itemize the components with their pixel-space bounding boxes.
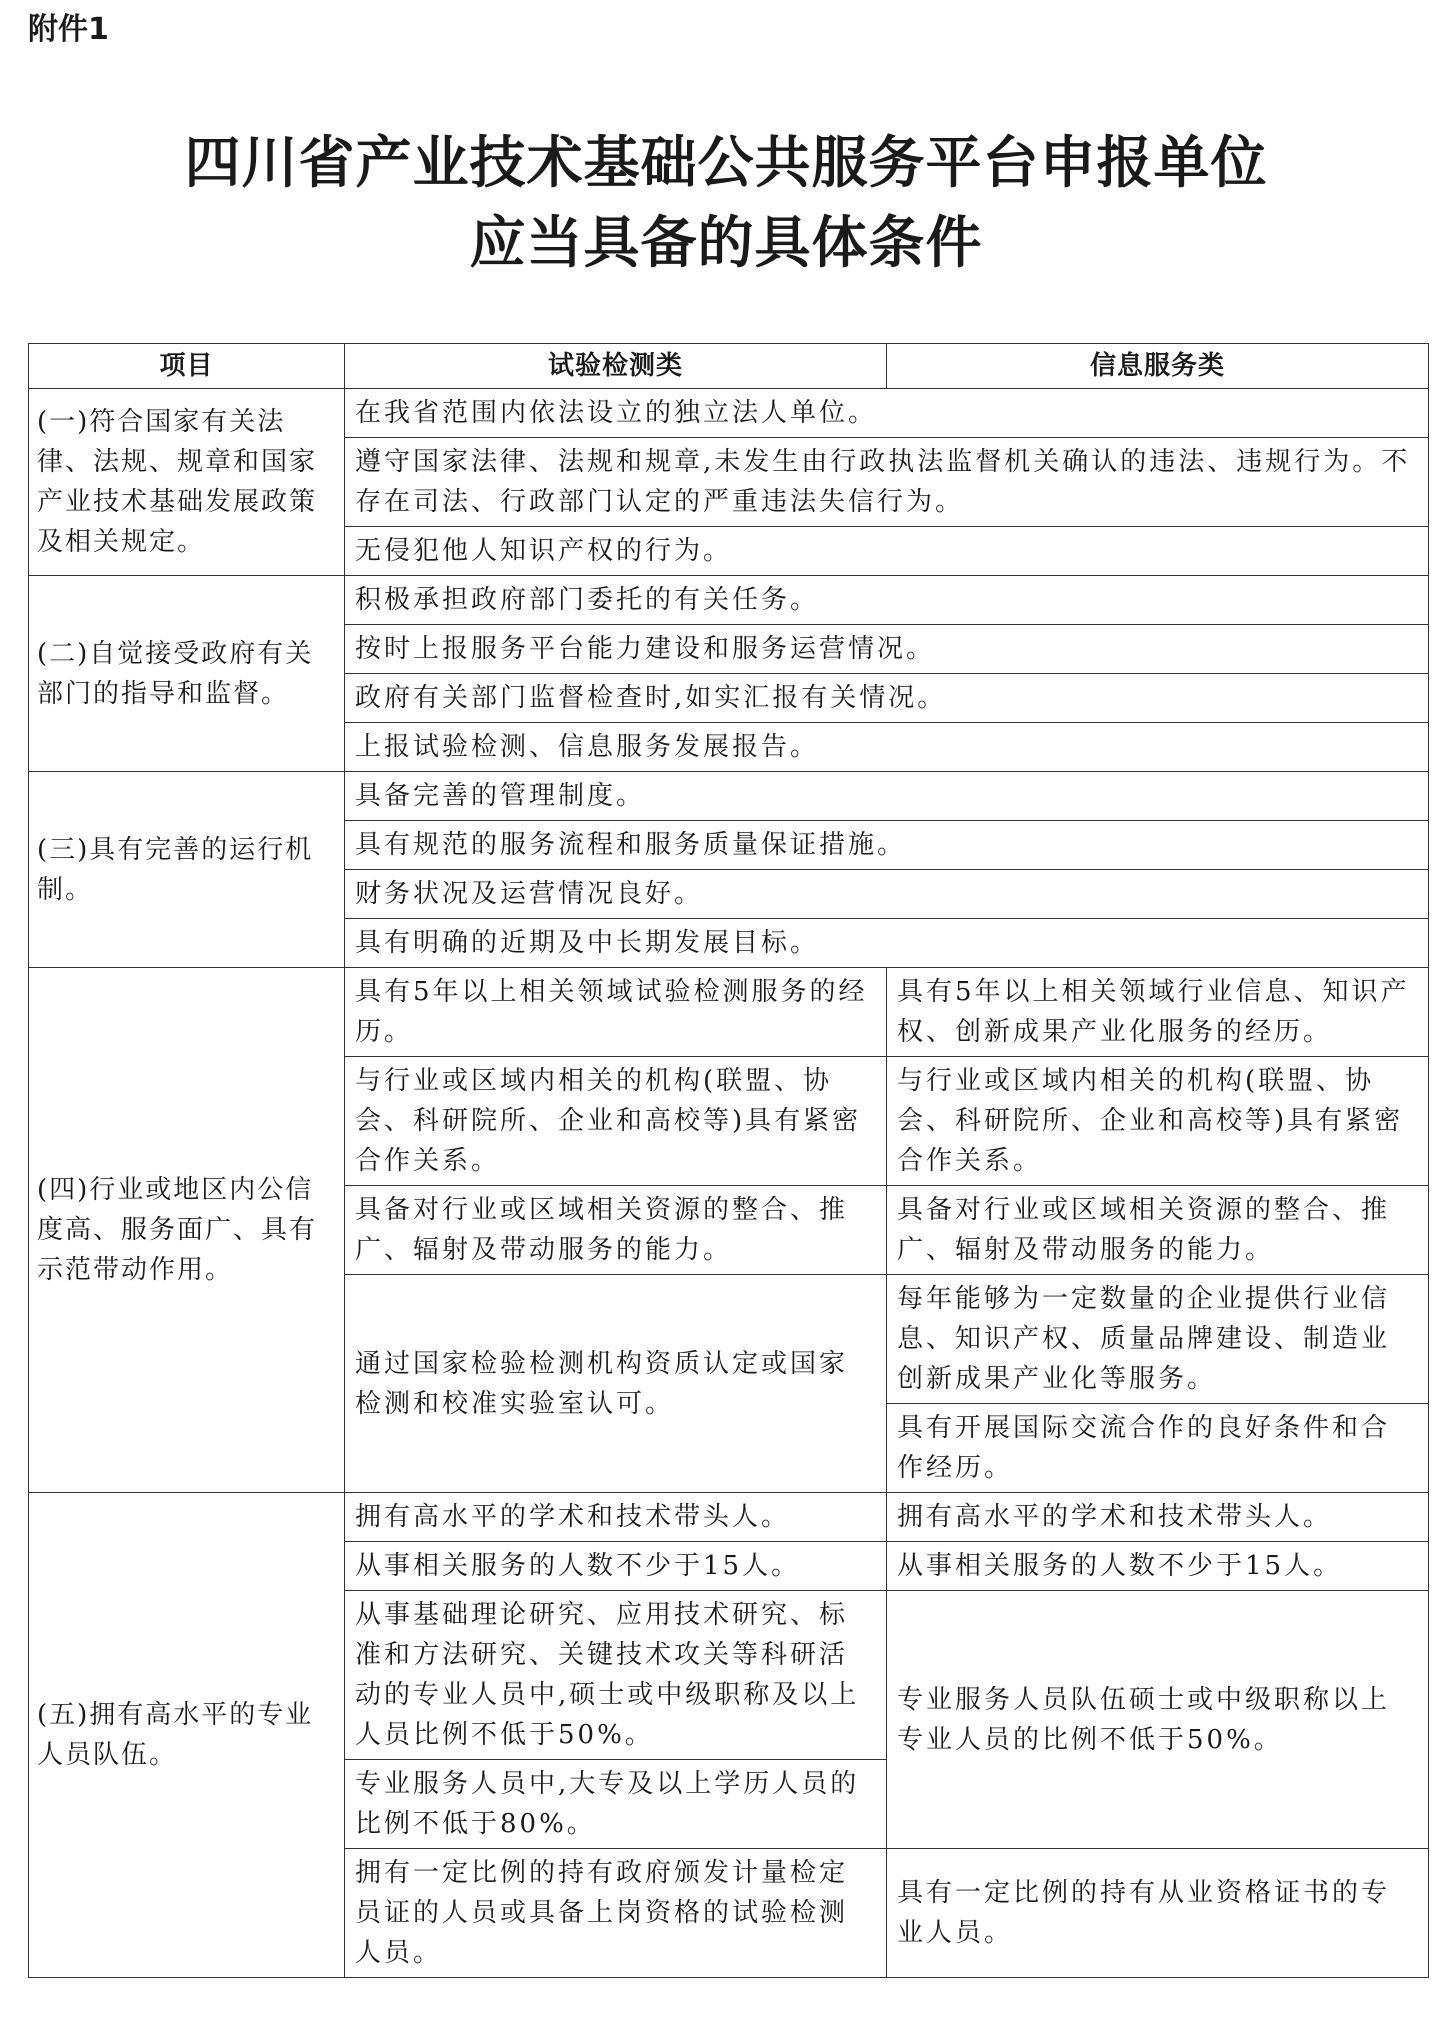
table-row [29,1493,1429,1542]
section-5-row-2-testing: 从事相关服务的人数不少于15人。 [345,1542,887,1591]
conditions-table [28,343,1429,1978]
section-4-row-3-testing: 具备对行业或区域相关资源的整合、推广、辐射及带动服务的能力。 [345,1186,887,1275]
section-5-item: (五)拥有高水平的专业人员队伍。 [29,1493,345,1978]
header-info: 信息服务类 [887,344,1429,389]
section-4-row-4-info: 每年能够为一定数量的企业提供行业信息、知识产权、质量品牌建设、制造业创新成果产业化等服务。 [887,1275,1429,1404]
section-5-row-4-testing: 专业服务人员中,大专及以上学历人员的比例不低于80%。 [345,1760,887,1849]
section-4-row-1-testing: 具有5年以上相关领域试验检测服务的经历。 [345,968,887,1057]
table-row [29,389,1429,438]
section-5-row-1-info: 拥有高水平的学术和技术带头人。 [887,1493,1429,1542]
section-4-row-5-info: 具有开展国际交流合作的良好条件和合作经历。 [887,1404,1429,1493]
page-title-line-1: 四川省产业技术基础公共服务平台申报单位 [184,131,1268,196]
section-2-row-4: 上报试验检测、信息服务发展报告。 [345,723,1429,772]
section-4-row-3-info: 具备对行业或区域相关资源的整合、推广、辐射及带动服务的能力。 [887,1186,1429,1275]
section-5-row-2-info: 从事相关服务的人数不少于15人。 [887,1542,1429,1591]
header-testing: 试验检测类 [345,344,887,389]
section-4-row-2-info: 与行业或区域内相关的机构(联盟、协会、科研院所、企业和高校等)具有紧密合作关系。 [887,1057,1429,1186]
section-1-row-2: 遵守国家法律、法规和规章,未发生由行政执法监督机关确认的违法、违规行为。不存在司法、行政部门认定的严重违法失信行为。 [345,438,1429,527]
section-3-row-2: 具有规范的服务流程和服务质量保证措施。 [345,821,1429,870]
table-row [29,968,1429,1057]
table-row [29,576,1429,625]
section-4-row-1-info: 具有5年以上相关领域行业信息、知识产权、创新成果产业化服务的经历。 [887,968,1429,1057]
table-header-row [29,344,1429,389]
section-2-row-2: 按时上报服务平台能力建设和服务运营情况。 [345,625,1429,674]
section-4-row-2-testing: 与行业或区域内相关的机构(联盟、协会、科研院所、企业和高校等)具有紧密合作关系。 [345,1057,887,1186]
section-2-row-1: 积极承担政府部门委托的有关任务。 [345,576,1429,625]
section-3-row-3: 财务状况及运营情况良好。 [345,870,1429,919]
section-5-row-5-info: 具有一定比例的持有从业资格证书的专业人员。 [887,1849,1429,1978]
section-1-row-1: 在我省范围内依法设立的独立法人单位。 [345,389,1429,438]
section-5-row-3-testing: 从事基础理论研究、应用技术研究、标准和方法研究、关键技术攻关等科研活动的专业人员中,硕士或中级职称及以上人员比例不低于50%。 [345,1591,887,1760]
section-3-row-1: 具备完善的管理制度。 [345,772,1429,821]
section-2-row-3: 政府有关部门监督检查时,如实汇报有关情况。 [345,674,1429,723]
section-4-item: (四)行业或地区内公信度高、服务面广、具有示范带动作用。 [29,968,345,1493]
section-4-row-4-testing: 通过国家检验检测机构资质认定或国家检测和校准实验室认可。 [345,1275,887,1493]
section-1-item: (一)符合国家有关法律、法规、规章和国家产业技术基础发展政策及相关规定。 [29,389,345,576]
section-2-item: (二)自觉接受政府有关部门的指导和监督。 [29,576,345,772]
table-row [29,772,1429,821]
page-title-line-2: 应当具备的具体条件 [469,211,983,276]
attachment-label: 附件1 [28,12,109,47]
section-5-row-5-testing: 拥有一定比例的持有政府颁发计量检定员证的人员或具备上岗资格的试验检测人员。 [345,1849,887,1978]
section-3-item: (三)具有完善的运行机制。 [29,772,345,968]
section-5-row-1-testing: 拥有高水平的学术和技术带头人。 [345,1493,887,1542]
section-3-row-4: 具有明确的近期及中长期发展目标。 [345,919,1429,968]
section-1-row-3: 无侵犯他人知识产权的行为。 [345,527,1429,576]
header-item: 项目 [29,344,345,389]
section-5-row-3-4-info: 专业服务人员队伍硕士或中级职称以上专业人员的比例不低于50%。 [887,1591,1429,1849]
